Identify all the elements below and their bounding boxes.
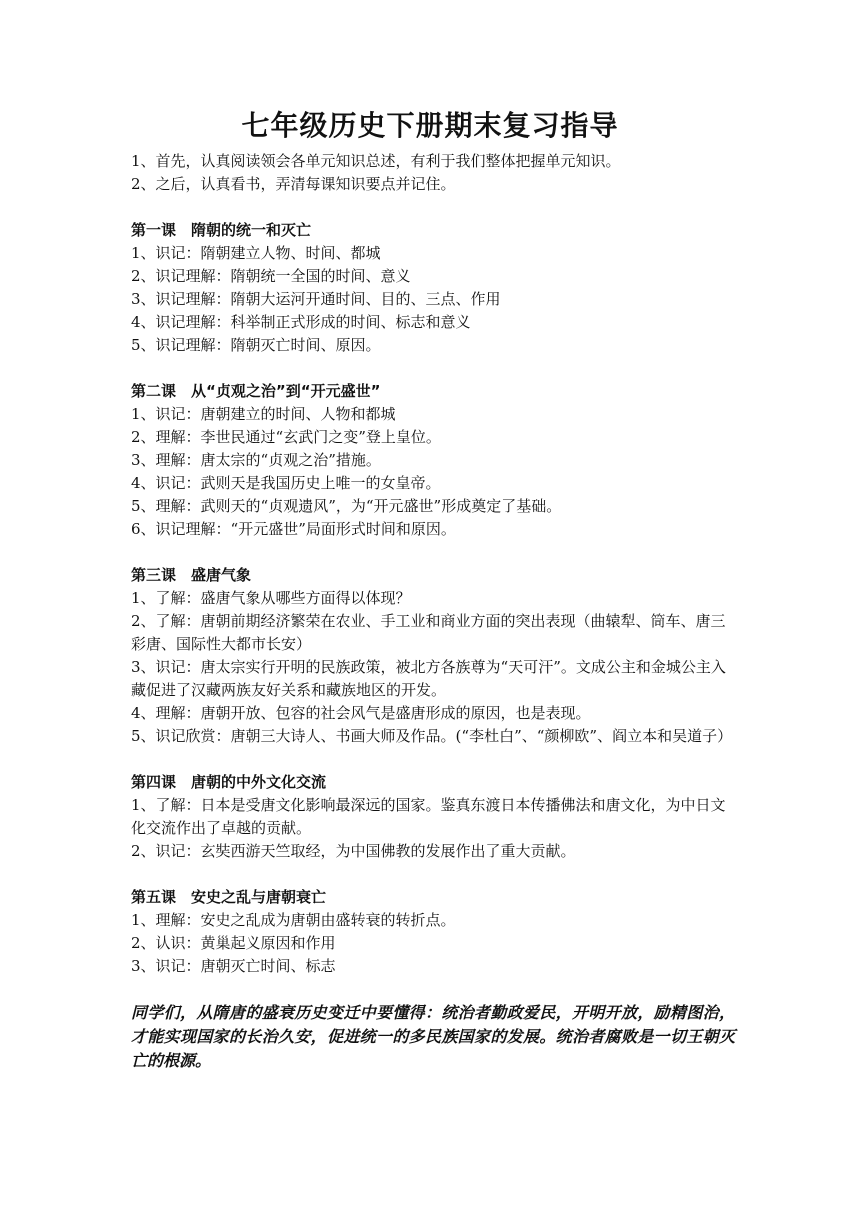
lesson-item: 5、识记理解：隋朝灭亡时间、原因。: [131, 336, 381, 354]
lesson-item: 4、识记：武则天是我国历史上唯一的女皇帝。: [131, 474, 441, 492]
lesson-item: 3、识记：唐朝灭亡时间、标志: [131, 957, 336, 975]
document-title: 七年级历史下册期末复习指导: [241, 109, 619, 142]
lesson-item: 3、识记理解：隋朝大运河开通时间、目的、三点、作用: [131, 290, 501, 308]
closing-paragraph: 同学们，从隋唐的盛衰历史变迁中要懂得：统治者勤政爱民，开明开放，励精图治，才能实现国家的长治久安，促进统一的多民族国家的发展。统治者腐败是一切王朝灭亡的根源。: [131, 1003, 735, 1070]
spacer: [131, 863, 735, 886]
lesson-item: 1、理解：安史之乱成为唐朝由盛转衰的转折点。: [131, 911, 456, 929]
lesson-item: 4、识记理解：科举制正式形成的时间、标志和意义: [131, 313, 471, 331]
lesson-heading: 第四课 唐朝的中外文化交流: [131, 773, 327, 791]
lesson-item: 1、识记：隋朝建立人物、时间、都城: [131, 244, 381, 262]
spacer: [131, 978, 735, 1001]
lesson-heading: 第一课 隋朝的统一和灭亡: [131, 221, 312, 239]
lesson-item: 3、识记：唐太宗实行开明的民族政策，被北方各族尊为“天可汗”。文成公主和金城公主入藏促进了汉藏两族友好关系和藏族地区的开发。: [131, 658, 726, 699]
lesson-heading: 第三课 盛唐气象: [131, 566, 252, 584]
spacer: [131, 748, 735, 771]
spacer: [131, 541, 735, 564]
intro-item: 2、之后，认真看书，弄清每课知识要点并记住。: [131, 175, 456, 193]
lesson-item: 2、认识：黄巢起义原因和作用: [131, 934, 336, 952]
lesson-item: 1、了解：盛唐气象从哪些方面得以体现？: [131, 589, 411, 607]
lesson-item: 6、识记理解：“开元盛世”局面形式时间和原因。: [131, 520, 456, 538]
lesson-item: 2、识记理解：隋朝统一全国的时间、意义: [131, 267, 411, 285]
lesson-item: 2、了解：唐朝前期经济繁荣在农业、手工业和商业方面的突出表现（曲辕犁、筒车、唐三彩唐、国际性大都市长安）: [131, 612, 726, 653]
lesson-heading: 第二课 从“贞观之治”到“开元盛世”: [131, 382, 381, 400]
lesson-item: 5、理解：武则天的“贞观遗风”，为“开元盛世”形成奠定了基础。: [131, 497, 562, 515]
lesson-item: 5、识记欣赏：唐朝三大诗人、书画大师及作品。(“李杜白”、“颜柳欧”、阎立本和吴道子）: [131, 727, 733, 745]
lesson-item: 2、识记：玄奘西游天竺取经，为中国佛教的发展作出了重大贡献。: [131, 842, 576, 860]
lesson-heading: 第五课 安史之乱与唐朝衰亡: [131, 888, 327, 906]
spacer: [131, 196, 735, 219]
lesson-item: 1、了解：日本是受唐文化影响最深远的国家。鉴真东渡日本传播佛法和唐文化，为中日文化交流作出了卓越的贡献。: [131, 796, 726, 837]
intro-item: 1、首先，认真阅读领会各单元知识总述，有利于我们整体把握单元知识。: [131, 152, 621, 170]
lesson-item: 1、识记：唐朝建立的时间、人物和都城: [131, 405, 396, 423]
spacer: [131, 357, 735, 380]
lesson-item: 2、理解：李世民通过“玄武门之变”登上皇位。: [131, 428, 441, 446]
lesson-item: 4、理解：唐朝开放、包容的社会风气是盛唐形成的原因，也是表现。: [131, 704, 591, 722]
document-body: [131, 150, 735, 1073]
lesson-item: 3、理解：唐太宗的“贞观之治”措施。: [131, 451, 381, 469]
